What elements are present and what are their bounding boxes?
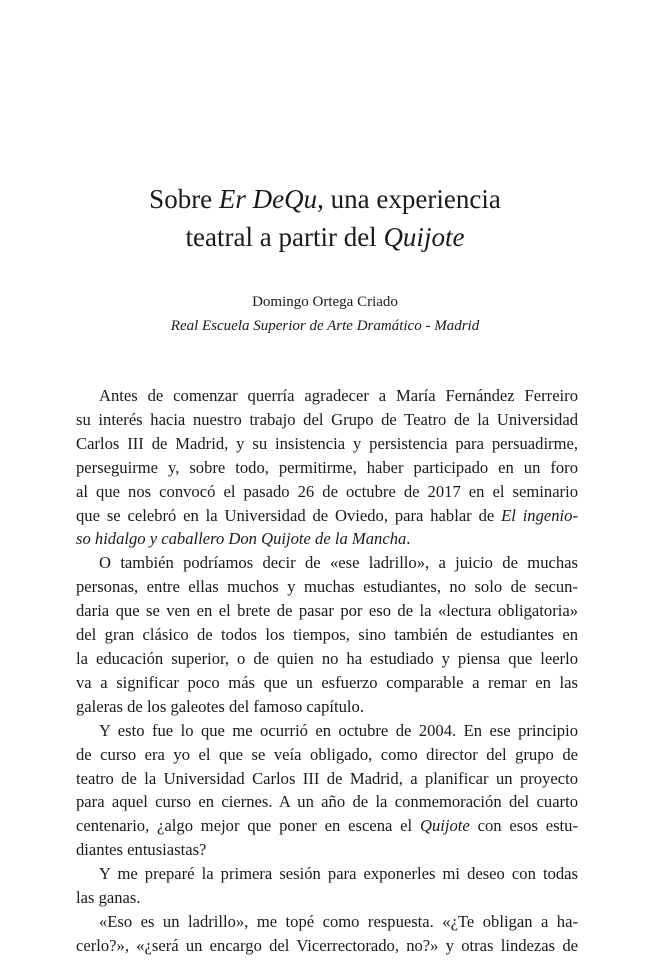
- text-line: personas, entre ellas muchos y muchas estudiantes, no solo de secun-: [76, 577, 578, 597]
- text-line: para aquel curso en ciernes. A un año de la conmemoración del cuarto: [76, 792, 578, 812]
- text-line: Antes de comenzar querría agradecer a María Fernández Ferreiro: [99, 386, 578, 405]
- paragraph-5: [76, 910, 578, 958]
- text-line: al que nos convocó el pasado 26 de octubre de 2017 en el seminario: [76, 481, 578, 501]
- paragraph-1: [76, 384, 578, 551]
- title-line-2: teatral a partir del Quijote: [185, 222, 465, 252]
- text-line: daria que se ven en el brete de pasar por eso de la «lectura obligatoria»: [76, 601, 578, 621]
- author-affiliation: Real Escuela Superior de Arte Dramático - Madrid: [170, 318, 480, 334]
- text-line: que se celebró en la Universidad de Oviedo, para hablar de El ingenio-: [76, 505, 578, 525]
- text-line: cerlo?», «¿será un encargo del Vicerrectorado, no?» y otras lindezas de: [76, 935, 578, 955]
- text-line: O también podríamos decir de «ese ladrillo», a juicio de muchas: [99, 553, 578, 573]
- text-line: centenario, ¿algo mejor que poner en escena el Quijote con esos estu-: [76, 816, 578, 836]
- text-line: Y me preparé la primera sesión para exponerles mi deseo con todas: [99, 864, 578, 884]
- paragraph-4: [76, 862, 578, 910]
- title-line-1: Sobre Er DeQu, una experiencia: [149, 184, 501, 214]
- paragraph-2: [76, 551, 578, 718]
- text-line: del gran clásico de todos los tiempos, sino también de estudiantes en: [76, 625, 578, 645]
- text-line: va a significar poco más que un esfuerzo comparable a remar en las: [76, 672, 578, 692]
- text-line: diantes entusiastas?: [76, 840, 207, 860]
- text-line: Carlos III de Madrid, y su insistencia y persistencia para persuadirme,: [76, 433, 578, 453]
- text-line: la educación superior, o de quien no ha estudiado y piensa que leerlo: [76, 648, 578, 668]
- author-name: Domingo Ortega Criado: [252, 294, 398, 310]
- article-title: [0, 180, 650, 256]
- text-line: Y esto fue lo que me ocurrió en octubre de 2004. En ese principio: [99, 720, 578, 740]
- paragraph-3: [76, 719, 578, 862]
- title-italic-quijote: Quijote: [383, 222, 465, 252]
- text-line: so hidalgo y caballero Don Quijote de la Mancha.: [76, 529, 411, 549]
- title-italic-erdequ: Er DeQu: [218, 184, 318, 214]
- text-line: perseguirme y, sobre todo, permitirme, haber participado en un foro: [76, 457, 578, 477]
- article-body: [76, 384, 578, 958]
- text-line: teatro de la Universidad Carlos III de Madrid, a planificar un proyecto: [76, 768, 578, 788]
- text-line: las ganas.: [76, 888, 141, 908]
- text-line: de curso era yo el que se veía obligado, como director del grupo de: [76, 744, 578, 764]
- text-line: su interés hacia nuestro trabajo del Grupo de Teatro de la Universidad: [76, 409, 578, 429]
- text-line: galeras de los galeotes del famoso capítulo.: [76, 696, 364, 716]
- text-line: «Eso es un ladrillo», me topé como respuesta. «¿Te obligan a ha-: [99, 911, 578, 931]
